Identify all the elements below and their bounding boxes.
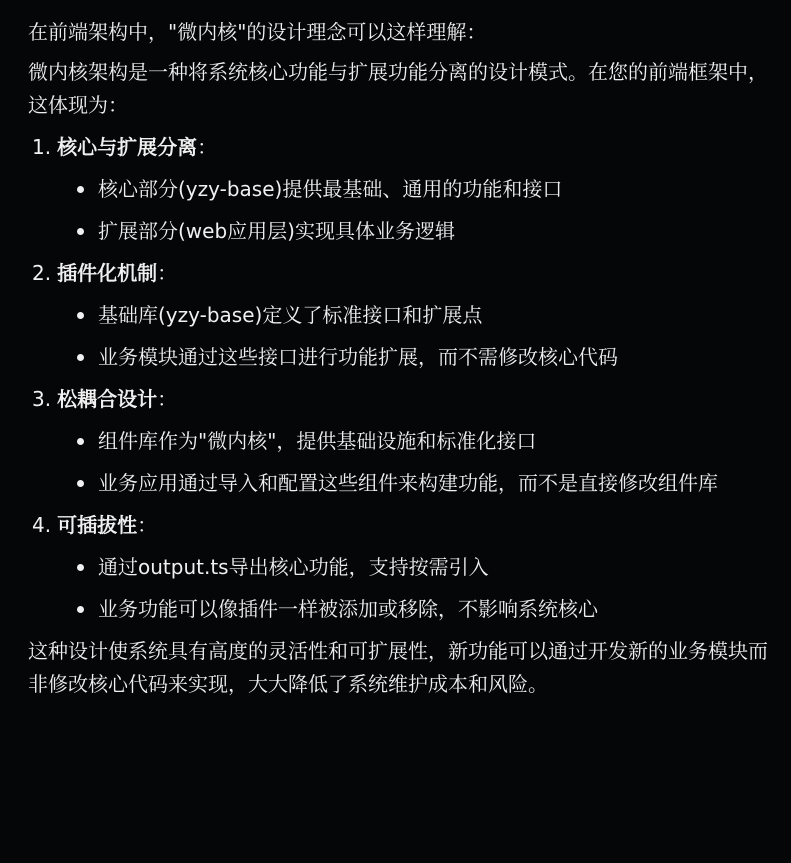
list-number: 1. [32,135,52,159]
list-item [28,509,777,626]
bullet-item: 业务应用通过导入和配置这些组件来构建功能，而不是直接修改组件库 [28,467,777,500]
list-item [28,131,777,248]
list-number: 4. [32,513,52,537]
list-item [28,257,777,374]
point-heading [28,509,777,542]
bullet-list [28,425,777,500]
point-heading [28,383,777,416]
bullet-list [28,551,777,626]
point-title: 可插拔性 [57,513,138,537]
bullet-item: 业务功能可以像插件一样被添加或移除，不影响系统核心 [28,593,777,626]
intro-paragraph: 在前端架构中，"微内核"的设计理念可以这样理解： [28,20,487,44]
point-heading [28,131,777,164]
bullet-item: 组件库作为"微内核"，提供基础设施和标准化接口 [28,425,777,458]
numbered-list [28,131,777,626]
bullet-item: 业务模块通过这些接口进行功能扩展，而不需修改核心代码 [28,341,777,374]
point-heading [28,257,777,290]
bullet-item: 通过output.ts导出核心功能，支持按需引入 [28,551,777,584]
bullet-item: 核心部分(yzy-base)提供最基础、通用的功能和接口 [28,173,777,206]
definition-paragraph: 微内核架构是一种将系统核心功能与扩展功能分离的设计模式。在您的前端框架中，这体现为： [28,60,768,117]
list-number: 2. [32,261,52,285]
list-number: 3. [32,387,52,411]
summary-paragraph: 这种设计使系统具有高度的灵活性和可扩展性，新功能可以通过开发新的业务模块而非修改核心代码来实现，大大降低了系统维护成本和风险。 [28,639,768,696]
bullet-item: 基础库(yzy-base)定义了标准接口和扩展点 [28,299,777,332]
list-item [28,383,777,500]
point-title: 插件化机制 [57,261,158,285]
point-colon: ： [157,387,178,411]
point-title: 核心与扩展分离 [57,135,198,159]
bullet-list [28,173,777,248]
point-colon: ： [197,135,218,159]
bullet-item: 扩展部分(web应用层)实现具体业务逻辑 [28,215,777,248]
point-colon: ： [157,261,178,285]
bullet-list [28,299,777,374]
point-title: 松耦合设计 [57,387,158,411]
point-colon: ： [137,513,158,537]
